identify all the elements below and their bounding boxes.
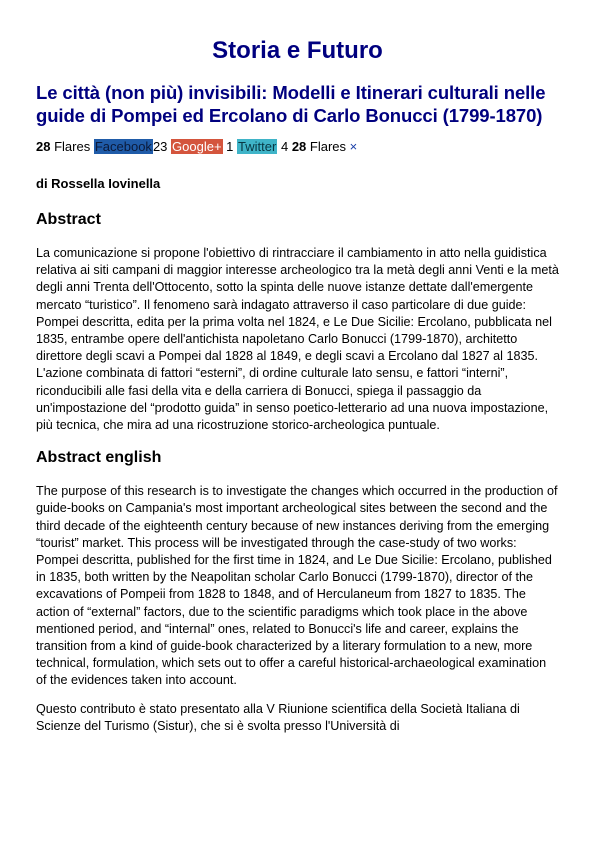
abstract-english-heading: Abstract english <box>36 449 162 467</box>
abstract-heading: Abstract <box>36 211 101 228</box>
close-icon[interactable]: × <box>349 139 358 154</box>
abstract-english-paragraph: The purpose of this research is to investigate the changes which occurred in the production of guide-books on Campania's most important archeological sites between the second and the third decade of the eighteenth century because of new instances deriving from the emerging “tourist” market. This process will be investigated through the case-study of two works: Pompei descritta, published for the first time in 1824, and Le Due Sicilie: Ercolano, published in 1835, both written by the Neapolitan scholar Carlo Bonucci (1799-1870), director of the excavations of Pompeii from 1828 to 1848, and of Herculaneum from 1827 to 1835. The action of “external” factors, due to the scientific paradigms which took place in the above mentioned period, and “internal” ones, related to Bonucci's life and career, explains the transition from a kind of guide-book characterized by a literary formulation to a new, more technical, formulation, which sets out to offer a careful historical-archaeological examination of the evidences taken into account. <box>36 484 558 688</box>
flares-total-count-2: 28 <box>291 139 307 154</box>
abstract-paragraph: La comunicazione si propone l'obiettivo di rintracciare il cambiamento in atto nella guidistica relativa ai siti campani di maggior interesse archeologico tra la metà degli anni Venti e la metà degli anni Trenta dell'Ottocento, sotto la spinta delle nuove istanze dettate dall'emergente mercato “turistico”. Il fenomeno sarà indagato attraverso il caso particolare di due guide: Pompei descritta, edita per la prima volta nel 1824, e Le Due Sicilie: Ercolano, pubblicata nel 1835, entrambe opere dell'antichista napoletano Carlo Bonucci (1799-1870), architetto direttore degli scavi a Pompei dal 1828 al 1849, e degli scavi a Ercolano dal 1827 al 1835. L'azione combinata di fattori “esterni”, di ordine culturale lato sensu, e fattori “interni”, riconducibili alle fasi della vita e della carriera di Bonucci, spiega il passaggio da un'impostazione del “prodotto guida” in senso poetico-letterario ad una nuova impostazione, più tecnica, che mira ad una ricostruzione storico-archeologica puntuale. <box>36 246 559 433</box>
author-byline: di Rossella Iovinella <box>36 176 161 191</box>
site-title: Storia e Futuro <box>212 37 383 64</box>
presentation-note-paragraph: Questo contributo è stato presentato alla V Riunione scientifica della Società Italiana di Scienze del Turismo (Sistur), che si è svolta presso l'Università di <box>36 701 520 733</box>
flares-total-count: 28 <box>36 139 51 154</box>
facebook-count: 23 <box>152 139 168 154</box>
google-plus-count: 1 <box>226 139 234 154</box>
twitter-count: 4 <box>280 139 289 154</box>
article-title: Le città (non più) invisibili: Modelli e Itinerari culturali nelle guide di Pompei ed Ercolano di Carlo Bonucci (1799-1870) <box>36 82 546 126</box>
facebook-share-button[interactable]: Facebook <box>94 139 152 154</box>
google-plus-share-button[interactable]: Google+ <box>172 139 222 154</box>
flares-label: Flares <box>54 139 91 154</box>
share-bar <box>36 138 559 155</box>
flares-label-2: Flares <box>309 139 347 154</box>
twitter-share-button[interactable]: Twitter <box>238 139 277 154</box>
